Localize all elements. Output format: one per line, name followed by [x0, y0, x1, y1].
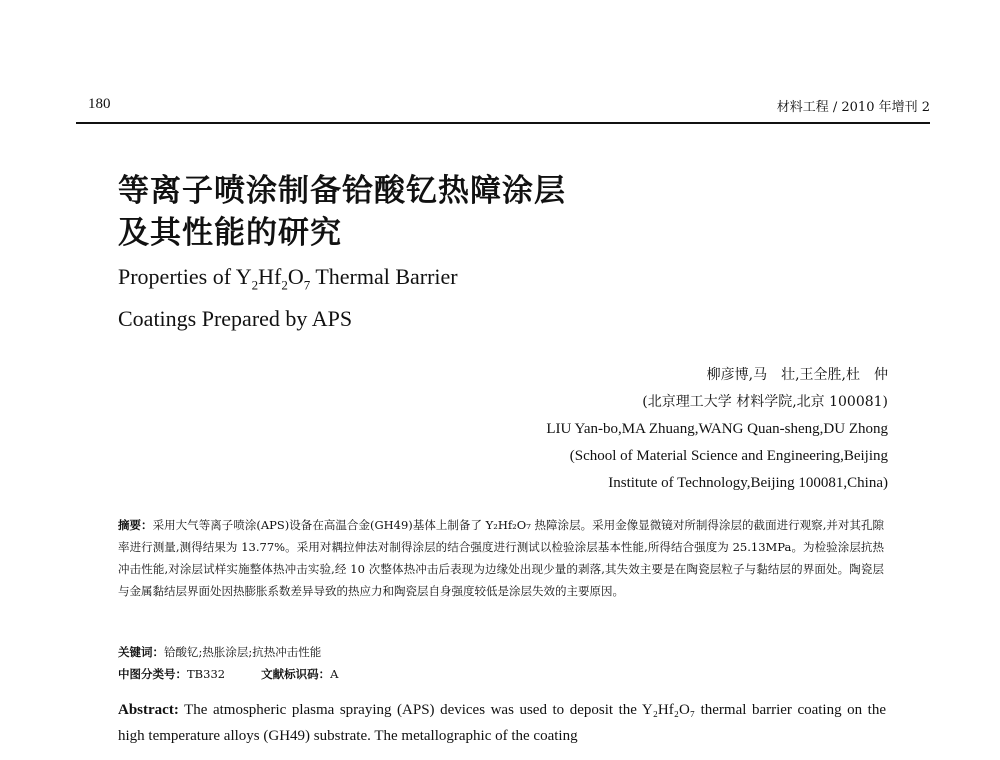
chinese-abstract-label: 摘要：	[118, 518, 153, 532]
affiliation-chinese: (北京理工大学 材料学院,北京 100081)	[642, 394, 888, 410]
english-title-line-2: Coatings Prepared by APS	[118, 306, 353, 332]
affiliation-english-line-1: (School of Material Science and Engineering,Beijing	[569, 448, 888, 464]
chinese-abstract	[118, 514, 884, 602]
document-code-value: A	[330, 667, 339, 681]
author-block	[546, 362, 888, 497]
chinese-title-line-1: 等离子喷涂制备铪酸钇热障涂层	[118, 173, 566, 209]
keywords-text: 铪酸钇;热胀涂层;抗热冲击性能	[164, 645, 322, 659]
classification-value: TB332	[187, 667, 226, 681]
english-abstract	[118, 697, 886, 749]
english-title	[118, 260, 458, 336]
authors-chinese: 柳彦博,马 壮,王全胜,杜 仲	[706, 367, 888, 383]
affiliation-english-line-2: Institute of Technology,Beijing 100081,China)	[608, 475, 888, 491]
page-number: 180	[88, 96, 111, 112]
classification-label: 中图分类号：	[118, 667, 187, 681]
journal-citation: 材料工程 / 2010 年增刊 2	[776, 100, 930, 115]
english-title-line-1: Properties of $Y_2Hf_2O_7$ Thermal Barrier	[118, 264, 458, 293]
keywords-label: 关键词：	[118, 645, 164, 659]
header-rule	[76, 122, 930, 124]
keywords	[118, 642, 884, 662]
classification	[118, 664, 884, 684]
chinese-title-line-2: 及其性能的研究	[118, 215, 342, 251]
english-abstract-text: The atmospheric plasma spraying (APS) devices was used to deposit the Y₂Hf₂O₇ thermal barrier coating on the high temperature alloys (GH49) substrate. The metallographic of the coating	[118, 702, 886, 744]
document-code-label: 文献标识码：	[261, 667, 331, 681]
page-header	[88, 96, 930, 120]
english-abstract-label: Abstract:	[118, 702, 179, 718]
authors-english: LIU Yan-bo,MA Zhuang,WANG Quan-sheng,DU Zhong	[546, 421, 888, 437]
chinese-title	[118, 170, 566, 254]
chinese-abstract-text: 采用大气等离子喷涂(APS)设备在高温合金(GH49)基体上制备了 Y₂Hf₂O₇ 热障涂层。采用金像显微镜对所制得涂层的截面进行观察,并对其孔隙率进行测量,测得结果为 13.77%。采用对耦拉伸法对制得涂层的结合强度进行测试以检验涂层基本性能,所得结合强度为 25.13MPa。为检验涂层抗热冲击性能,对涂层试样实施整体热冲击实验,经 10 次整体热冲击后表现为边缘处出现少量的剥落,其失效主要是在陶瓷层粒子与黏结层的界面处。陶瓷层与金属黏结层界面处因热膨胀系数差异导致的热应力和陶瓷层自身强度较低是涂层失效的主要原因。	[118, 518, 885, 598]
